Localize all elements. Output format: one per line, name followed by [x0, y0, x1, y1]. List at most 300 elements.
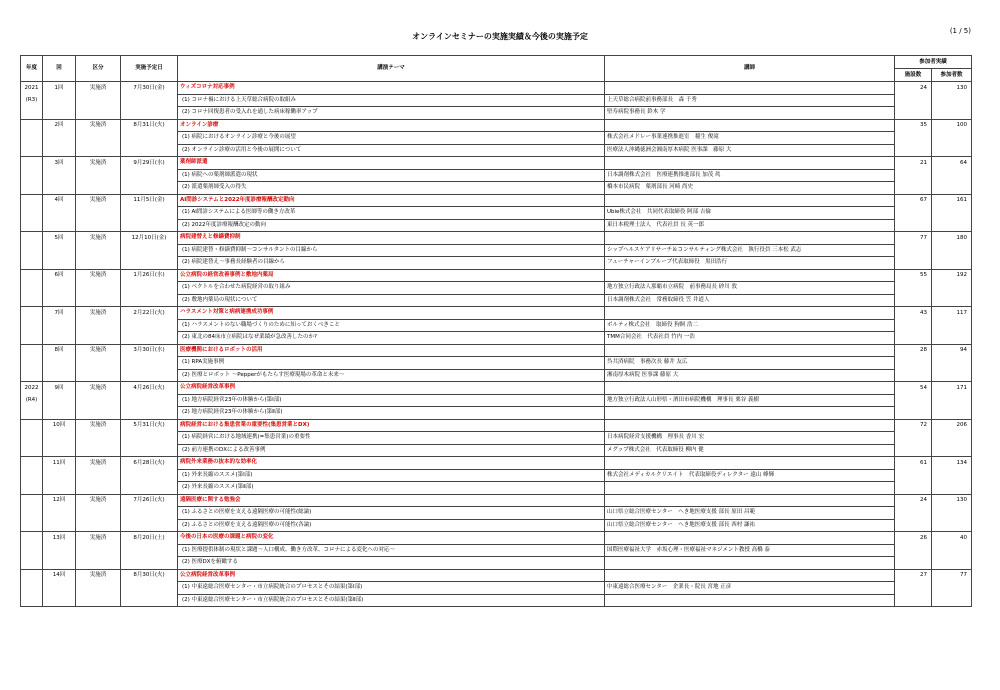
theme-cell: AI問診システムと2022年度診療報酬改定動向 [178, 194, 605, 207]
talk-lecturer-cell: フューチャーインブループ代表取締役 黒田浩行 [605, 257, 895, 270]
year-cell [21, 307, 43, 320]
participants-blank-cell [932, 582, 972, 595]
date-cell: 8月20日(土) [121, 532, 178, 545]
hospitals-blank-cell [895, 169, 932, 182]
year-sub-cell: (R3) [21, 94, 43, 107]
round-cell: 7回 [43, 307, 76, 320]
theme-cell: 病院経営における集患営業の重要性(集患営業とDX) [178, 419, 605, 432]
category-blank-cell [76, 369, 121, 382]
hospitals-blank-cell [895, 519, 932, 532]
hospitals-cell: 61 [895, 457, 932, 470]
header-date: 実施予定日 [121, 56, 178, 82]
category-cell: 実施済 [76, 569, 121, 582]
round-blank-cell [43, 319, 76, 332]
category-cell: 実施済 [76, 269, 121, 282]
round-blank-cell [43, 469, 76, 482]
talk-lecturer-cell [605, 594, 895, 607]
date-cell: 2月22日(火) [121, 307, 178, 320]
theme-cell: ウィズコロナ対応事例 [178, 82, 605, 95]
round-cell: 9回 [43, 382, 76, 395]
round-blank-cell [43, 544, 76, 557]
talk-lecturer-cell: 呉共済病院 事務次長 藤井 友広 [605, 357, 895, 370]
round-blank-cell [43, 407, 76, 420]
round-blank-cell [43, 132, 76, 145]
participants-cell: 180 [932, 232, 972, 245]
talk-row [21, 244, 972, 257]
round-blank-cell [43, 482, 76, 495]
date-blank-cell [121, 257, 178, 270]
round-blank-cell [43, 219, 76, 232]
document-title: オンラインセミナーの実施実績＆今後の実施予定 [412, 32, 588, 41]
participants-blank-cell [932, 244, 972, 257]
participants-blank-cell [932, 432, 972, 445]
talk-title-cell: (2) オンライン診療の活用と今後の展開について [178, 144, 605, 157]
talk-title-cell: (1) AI問診システムによる医師等の働き方改革 [178, 207, 605, 220]
category-cell: 実施済 [76, 232, 121, 245]
date-blank-cell [121, 582, 178, 595]
header-participants: 参加者数 [932, 69, 972, 82]
talk-row [21, 319, 972, 332]
hospitals-blank-cell [895, 469, 932, 482]
round-cell: 12回 [43, 494, 76, 507]
round-cell: 6回 [43, 269, 76, 282]
round-blank-cell [43, 169, 76, 182]
talk-title-cell: (1) 病院経営における地域連携(=集患営業)の重要性 [178, 432, 605, 445]
participants-blank-cell [932, 219, 972, 232]
date-cell: 7月30日(金) [121, 82, 178, 95]
talk-row [21, 469, 972, 482]
seminar-row [21, 569, 972, 582]
hospitals-blank-cell [895, 357, 932, 370]
talk-lecturer-cell: シップヘルスケアリサーチ＆コンサルティング株式会社 執行役員 三本松 武志 [605, 244, 895, 257]
header-year: 年度 [21, 56, 43, 82]
hospitals-blank-cell [895, 369, 932, 382]
category-blank-cell [76, 107, 121, 120]
talk-row [21, 332, 972, 345]
hospitals-cell: 35 [895, 119, 932, 132]
year-sub-cell [21, 144, 43, 157]
talk-lecturer-cell: 東日本税理士法人 代表社員 長 英一郎 [605, 219, 895, 232]
participants-blank-cell [932, 407, 972, 420]
participants-cell: 171 [932, 382, 972, 395]
hospitals-blank-cell [895, 282, 932, 295]
hospitals-blank-cell [895, 107, 932, 120]
date-cell: 12月10日(金) [121, 232, 178, 245]
seminar-row [21, 119, 972, 132]
category-blank-cell [76, 207, 121, 220]
category-cell: 実施済 [76, 119, 121, 132]
category-cell: 実施済 [76, 157, 121, 170]
lecturer-cell [605, 269, 895, 282]
hospitals-blank-cell [895, 332, 932, 345]
talk-row [21, 294, 972, 307]
year-cell [21, 532, 43, 545]
year-cell [21, 494, 43, 507]
hospitals-blank-cell [895, 219, 932, 232]
talk-title-cell: (2) 地方病院経営23年の体験から(第Ⅱ部) [178, 407, 605, 420]
year-sub-cell [21, 507, 43, 520]
participants-blank-cell [932, 144, 972, 157]
year-cell [21, 269, 43, 282]
talk-row [21, 557, 972, 570]
round-blank-cell [43, 432, 76, 445]
round-blank-cell [43, 294, 76, 307]
lecturer-cell [605, 157, 895, 170]
participants-blank-cell [932, 94, 972, 107]
talk-lecturer-cell: 株式会社メドレー事業連携推進室 稲生 俊滝 [605, 132, 895, 145]
date-blank-cell [121, 594, 178, 607]
date-cell: 9月29日(水) [121, 157, 178, 170]
participants-blank-cell [932, 594, 972, 607]
talk-row [21, 369, 972, 382]
category-blank-cell [76, 319, 121, 332]
year-cell [21, 419, 43, 432]
year-sub-cell [21, 557, 43, 570]
year-cell: 2021 [21, 82, 43, 95]
participants-blank-cell [932, 282, 972, 295]
year-sub-cell [21, 594, 43, 607]
talk-row [21, 444, 972, 457]
round-blank-cell [43, 107, 76, 120]
hospitals-cell: 43 [895, 307, 932, 320]
seminar-row [21, 307, 972, 320]
year-cell [21, 344, 43, 357]
header-category: 区分 [76, 56, 121, 82]
lecturer-cell [605, 344, 895, 357]
round-blank-cell [43, 394, 76, 407]
year-sub-cell [21, 207, 43, 220]
talk-lecturer-cell: 山口県立総合医療センター へき地医療支援 部長 原田 昌範 [605, 507, 895, 520]
date-blank-cell [121, 107, 178, 120]
hospitals-blank-cell [895, 144, 932, 157]
talk-row [21, 544, 972, 557]
talk-row [21, 219, 972, 232]
year-cell [21, 157, 43, 170]
seminar-row [21, 419, 972, 432]
hospitals-blank-cell [895, 294, 932, 307]
talk-lecturer-cell: メグップ株式会社 代表取締役 柳内 健 [605, 444, 895, 457]
year-sub-cell [21, 444, 43, 457]
talk-row [21, 482, 972, 495]
category-cell: 実施済 [76, 82, 121, 95]
theme-cell: 今後の日本の医療の課題と病院の変化 [178, 532, 605, 545]
category-blank-cell [76, 219, 121, 232]
year-cell [21, 232, 43, 245]
hospitals-blank-cell [895, 182, 932, 195]
lecturer-cell [605, 119, 895, 132]
hospitals-cell: 28 [895, 344, 932, 357]
lecturer-cell [605, 419, 895, 432]
category-cell: 実施済 [76, 307, 121, 320]
theme-cell: 遠隔医療に関する勉強会 [178, 494, 605, 507]
participants-blank-cell [932, 469, 972, 482]
theme-cell: 公立病院経営改革事例 [178, 569, 605, 582]
hospitals-cell: 67 [895, 194, 932, 207]
lecturer-cell [605, 457, 895, 470]
participants-blank-cell [932, 444, 972, 457]
category-blank-cell [76, 182, 121, 195]
talk-title-cell: (2) 中東遠総合医療センター・市立病院統合のプロセスとその結果(第Ⅱ部) [178, 594, 605, 607]
participants-blank-cell [932, 257, 972, 270]
talk-title-cell: (2) 医療DXを俯瞰する [178, 557, 605, 570]
talk-row [21, 144, 972, 157]
talk-lecturer-cell: 山口県立総合医療センター へき地医療支援 部長 西村 謙祐 [605, 519, 895, 532]
date-blank-cell [121, 169, 178, 182]
talk-lecturer-cell [605, 407, 895, 420]
participants-blank-cell [932, 319, 972, 332]
date-blank-cell [121, 132, 178, 145]
category-blank-cell [76, 444, 121, 457]
talk-title-cell: (2) ふるさとの医療を支える遠隔医療の可能性(各論) [178, 519, 605, 532]
category-blank-cell [76, 519, 121, 532]
participants-blank-cell [932, 544, 972, 557]
hospitals-blank-cell [895, 394, 932, 407]
header-participation: 参加者実績 [895, 56, 972, 69]
talk-row [21, 582, 972, 595]
category-blank-cell [76, 94, 121, 107]
participants-cell: 206 [932, 419, 972, 432]
date-blank-cell [121, 319, 178, 332]
participants-blank-cell [932, 169, 972, 182]
talk-row [21, 107, 972, 120]
year-sub-cell [21, 169, 43, 182]
round-cell: 4回 [43, 194, 76, 207]
theme-cell: 病院外来業務の抜本的な効率化 [178, 457, 605, 470]
talk-lecturer-cell: 橋本市民病院 薬剤部長 河崎 尚史 [605, 182, 895, 195]
hospitals-blank-cell [895, 207, 932, 220]
theme-cell: オンライン診療 [178, 119, 605, 132]
category-cell: 実施済 [76, 494, 121, 507]
lecturer-cell [605, 382, 895, 395]
date-blank-cell [121, 282, 178, 295]
date-cell: 5月31日(火) [121, 419, 178, 432]
hospitals-blank-cell [895, 482, 932, 495]
date-cell: 6月28日(火) [121, 457, 178, 470]
talk-lecturer-cell: ボルティ株式会社 取締役 狗飼 浩二 [605, 319, 895, 332]
talk-title-cell: (2) 前方連携のDXによる改善事例 [178, 444, 605, 457]
talk-row [21, 182, 972, 195]
date-blank-cell [121, 332, 178, 345]
participants-cell: 130 [932, 494, 972, 507]
header-hospitals: 施設数 [895, 69, 932, 82]
talk-lecturer-cell: 地方独立行政法人那覇市立病院 前事務局長 砂川 敦 [605, 282, 895, 295]
category-blank-cell [76, 544, 121, 557]
participants-blank-cell [932, 369, 972, 382]
seminar-row [21, 494, 972, 507]
participants-blank-cell [932, 482, 972, 495]
seminar-table [20, 55, 972, 607]
talk-title-cell: (1) RPA実施事例 [178, 357, 605, 370]
talk-title-cell: (1) 中東遠総合医療センター・市立病院統合のプロセスとその結果(第Ⅰ部) [178, 582, 605, 595]
year-sub-cell: (R4) [21, 394, 43, 407]
category-blank-cell [76, 244, 121, 257]
lecturer-cell [605, 307, 895, 320]
year-sub-cell [21, 432, 43, 445]
participants-cell: 64 [932, 157, 972, 170]
participants-blank-cell [932, 519, 972, 532]
date-blank-cell [121, 182, 178, 195]
year-sub-cell [21, 244, 43, 257]
hospitals-cell: 26 [895, 532, 932, 545]
round-cell: 8回 [43, 344, 76, 357]
hospitals-blank-cell [895, 557, 932, 570]
date-blank-cell [121, 444, 178, 457]
hospitals-blank-cell [895, 132, 932, 145]
seminar-row [21, 194, 972, 207]
category-blank-cell [76, 557, 121, 570]
year-sub-cell [21, 469, 43, 482]
round-blank-cell [43, 594, 76, 607]
round-blank-cell [43, 257, 76, 270]
hospitals-cell: 72 [895, 419, 932, 432]
category-blank-cell [76, 432, 121, 445]
talk-lecturer-cell: 堅寿病院事務長 鈴木 学 [605, 107, 895, 120]
seminar-row [21, 82, 972, 95]
hospitals-blank-cell [895, 444, 932, 457]
talk-row [21, 394, 972, 407]
talk-lecturer-cell: 地方独立行政法人山形県・酒田市病院機構 理事長 栗谷 義樹 [605, 394, 895, 407]
participants-blank-cell [932, 507, 972, 520]
category-blank-cell [76, 507, 121, 520]
talk-title-cell: (1) ふるさとの医療を支える遠隔医療の可能性(総論) [178, 507, 605, 520]
seminar-table-body [21, 82, 972, 607]
year-sub-cell [21, 294, 43, 307]
date-blank-cell [121, 244, 178, 257]
talk-row [21, 169, 972, 182]
talk-title-cell: (1) 病院におけるオンライン診療と今後の展望 [178, 132, 605, 145]
talk-title-cell: (2) 敷地内薬局の現状について [178, 294, 605, 307]
round-cell: 14回 [43, 569, 76, 582]
talk-title-cell: (1) ベクトルを合わせた病院経営の取り組み [178, 282, 605, 295]
seminar-row [21, 532, 972, 545]
category-blank-cell [76, 294, 121, 307]
theme-cell: 医療機関におけるロボットの活用 [178, 344, 605, 357]
category-blank-cell [76, 169, 121, 182]
round-cell: 2回 [43, 119, 76, 132]
hospitals-cell: 27 [895, 569, 932, 582]
talk-lecturer-cell: 国際医療福祉大学 赤坂心理・医療福祉マネジメント教授 高橋 泰 [605, 544, 895, 557]
header-row [21, 56, 972, 69]
hospitals-blank-cell [895, 507, 932, 520]
category-blank-cell [76, 394, 121, 407]
hospitals-blank-cell [895, 432, 932, 445]
talk-title-cell: (1) 外来長縮のススメ(第Ⅰ部) [178, 469, 605, 482]
round-cell: 1回 [43, 82, 76, 95]
hospitals-blank-cell [895, 94, 932, 107]
date-blank-cell [121, 432, 178, 445]
hospitals-blank-cell [895, 244, 932, 257]
date-cell: 7月26日(火) [121, 494, 178, 507]
round-blank-cell [43, 144, 76, 157]
category-blank-cell [76, 582, 121, 595]
theme-cell: 公立病院経営改革事例 [178, 382, 605, 395]
hospitals-cell: 24 [895, 494, 932, 507]
category-blank-cell [76, 357, 121, 370]
hospitals-cell: 21 [895, 157, 932, 170]
theme-cell: 病院建替えと修繕費抑制 [178, 232, 605, 245]
round-cell: 13回 [43, 532, 76, 545]
participants-cell: 117 [932, 307, 972, 320]
talk-title-cell: (2) 派遣薬剤師受入の得失 [178, 182, 605, 195]
participants-blank-cell [932, 294, 972, 307]
talk-lecturer-cell [605, 482, 895, 495]
date-blank-cell [121, 557, 178, 570]
date-blank-cell [121, 482, 178, 495]
year-sub-cell [21, 407, 43, 420]
talk-lecturer-cell: 日本調剤株式会社 常務取締役 笠 井道人 [605, 294, 895, 307]
talk-title-cell: (2) 病院建替え～事務長経験者の目線から [178, 257, 605, 270]
year-sub-cell [21, 182, 43, 195]
category-blank-cell [76, 594, 121, 607]
year-sub-cell [21, 369, 43, 382]
lecturer-cell [605, 494, 895, 507]
lecturer-cell [605, 82, 895, 95]
date-blank-cell [121, 207, 178, 220]
category-blank-cell [76, 332, 121, 345]
hospitals-blank-cell [895, 407, 932, 420]
date-blank-cell [121, 144, 178, 157]
talk-title-cell: (1) 地方病院経営23年の体験から(第Ⅰ部) [178, 394, 605, 407]
participants-blank-cell [932, 132, 972, 145]
round-blank-cell [43, 507, 76, 520]
year-sub-cell [21, 357, 43, 370]
category-blank-cell [76, 407, 121, 420]
hospitals-blank-cell [895, 594, 932, 607]
participants-cell: 134 [932, 457, 972, 470]
year-sub-cell [21, 482, 43, 495]
theme-cell: ハラスメント対策と病病連携成功事例 [178, 307, 605, 320]
round-cell: 5回 [43, 232, 76, 245]
date-blank-cell [121, 94, 178, 107]
talk-row [21, 594, 972, 607]
participants-blank-cell [932, 557, 972, 570]
lecturer-cell [605, 532, 895, 545]
talk-row [21, 282, 972, 295]
talk-lecturer-cell: Ubie株式会社 共同代表取締役 阿部 吉倫 [605, 207, 895, 220]
lecturer-cell [605, 194, 895, 207]
theme-cell: 薬剤師派遣 [178, 157, 605, 170]
year-sub-cell [21, 582, 43, 595]
date-blank-cell [121, 357, 178, 370]
category-cell: 実施済 [76, 457, 121, 470]
year-sub-cell [21, 519, 43, 532]
participants-cell: 100 [932, 119, 972, 132]
participants-cell: 40 [932, 532, 972, 545]
talk-lecturer-cell: 日本病院経営支援機構 理事長 香川 宏 [605, 432, 895, 445]
seminar-row [21, 232, 972, 245]
category-blank-cell [76, 144, 121, 157]
category-blank-cell [76, 132, 121, 145]
participants-cell: 94 [932, 344, 972, 357]
participants-blank-cell [932, 107, 972, 120]
talk-lecturer-cell: 中東遠総合医療センター 企業長・院長 宮地 正彦 [605, 582, 895, 595]
participants-blank-cell [932, 357, 972, 370]
round-blank-cell [43, 207, 76, 220]
talk-lecturer-cell: 日本調剤株式会社 医療連携推進部長 加茂 眞 [605, 169, 895, 182]
talk-row [21, 257, 972, 270]
date-blank-cell [121, 294, 178, 307]
date-blank-cell [121, 519, 178, 532]
date-blank-cell [121, 369, 178, 382]
talk-row [21, 507, 972, 520]
round-cell: 3回 [43, 157, 76, 170]
participants-blank-cell [932, 207, 972, 220]
talk-title-cell: (1) 医療提供体制の現状と課題～人口構成、働き方改革、コロナによる変化への対応～ [178, 544, 605, 557]
date-cell: 4月26日(火) [121, 382, 178, 395]
hospitals-cell: 54 [895, 382, 932, 395]
hospitals-blank-cell [895, 257, 932, 270]
year-cell: 2022 [21, 382, 43, 395]
